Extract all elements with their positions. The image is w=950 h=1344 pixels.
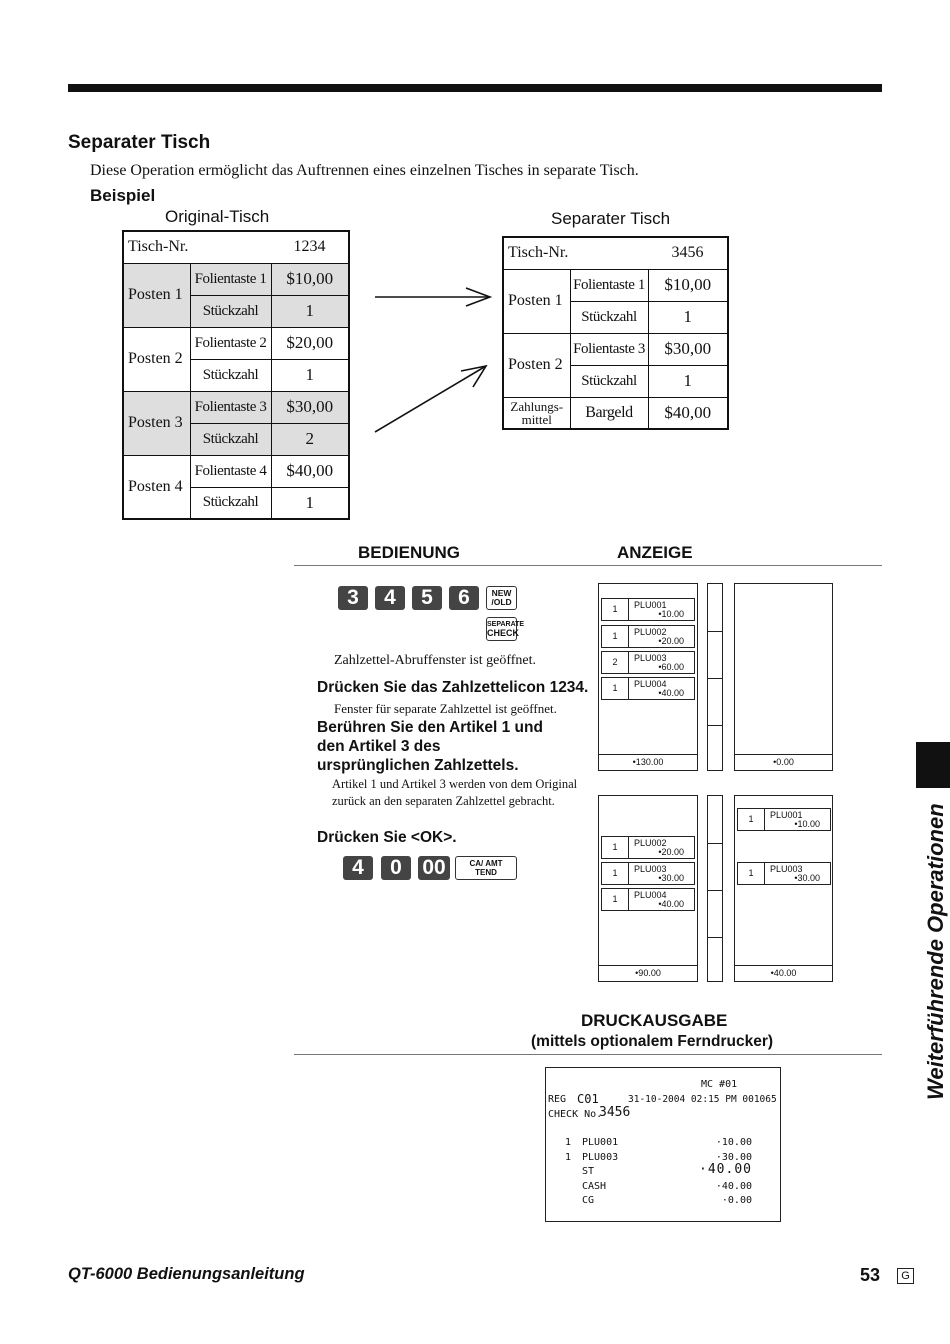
item-qty: 2 bbox=[602, 652, 629, 673]
item-qty: 1 bbox=[602, 678, 629, 699]
note-window-open: Zahlzettel-Abruffenster ist geöffnet. bbox=[334, 653, 537, 668]
item-name: PLU003 bbox=[634, 864, 667, 874]
receipt-line-name: PLU001 bbox=[582, 1137, 619, 1148]
item-price: •40.00 bbox=[658, 688, 684, 698]
step-touch-line2: den Artikel 3 des bbox=[317, 738, 441, 755]
payment-label-line2: mittel bbox=[521, 411, 552, 427]
receipt-datetime: 31-10-2004 02:15 PM 001065 bbox=[628, 1094, 777, 1105]
item-qty: 1 bbox=[648, 365, 728, 397]
key-new-old bbox=[486, 586, 517, 610]
note-items-moved bbox=[332, 776, 577, 810]
display1-right-total: •0.00 bbox=[735, 754, 832, 770]
list-item bbox=[601, 677, 695, 700]
item-name: PLU001 bbox=[634, 600, 667, 610]
item-price: •40.00 bbox=[658, 899, 684, 909]
receipt bbox=[545, 1067, 781, 1222]
example-label: Beispiel bbox=[90, 186, 156, 205]
item-key: Folientaste 1 bbox=[190, 263, 271, 295]
item-qty: 1 bbox=[738, 809, 765, 830]
payment-label bbox=[503, 397, 570, 429]
operation-rule bbox=[294, 565, 882, 566]
printout-subheading: (mittels optionalem Ferndrucker) bbox=[531, 1033, 774, 1050]
footer-manual-title: QT-6000 Bedienungsanleitung bbox=[68, 1265, 305, 1283]
key-ca-amt-tend bbox=[455, 856, 517, 880]
page-number: 53 bbox=[860, 1265, 881, 1285]
key-5: 5 bbox=[412, 586, 442, 610]
item-key: Folientaste 4 bbox=[190, 455, 271, 487]
list-item bbox=[601, 598, 695, 621]
receipt-reg: REG bbox=[548, 1094, 567, 1105]
receipt-st-amount: ·40.00 bbox=[699, 1162, 752, 1177]
key-3: 3 bbox=[338, 586, 368, 610]
receipt-cg-label: CG bbox=[582, 1195, 595, 1206]
display2-left-total: •90.00 bbox=[599, 965, 697, 981]
display1-left-total: •130.00 bbox=[599, 754, 697, 770]
payment-label-line1: Zahlungs- bbox=[510, 398, 564, 414]
receipt-mc: MC #01 bbox=[701, 1079, 738, 1090]
receipt-line-amount: ·30.00 bbox=[715, 1152, 752, 1163]
section-title: Separater Tisch bbox=[68, 132, 211, 153]
step-touch-items bbox=[317, 718, 543, 775]
key-4: 4 bbox=[375, 586, 405, 610]
key-separate-check bbox=[486, 617, 525, 641]
receipt-cash-amount: ·40.00 bbox=[715, 1181, 752, 1192]
item-key: Folientaste 3 bbox=[190, 391, 271, 423]
display1-left-panel bbox=[598, 583, 698, 771]
item-price: $40,00 bbox=[271, 455, 349, 487]
arrow-line-2 bbox=[375, 366, 486, 432]
key-new-old-line2: /OLD bbox=[491, 597, 512, 607]
item-price: •30.00 bbox=[658, 873, 684, 883]
item-label: Posten 2 bbox=[123, 327, 190, 391]
receipt-cash-label: CASH bbox=[582, 1181, 607, 1192]
item-qty-label: Stückzahl bbox=[190, 359, 271, 391]
key-new-old-line1: NEW bbox=[491, 588, 512, 598]
payment-method: Bargeld bbox=[570, 397, 648, 429]
table-no-value: 1234 bbox=[271, 231, 349, 263]
step-press-icon: Drücken Sie das Zahlzettelicon 1234. bbox=[317, 679, 589, 696]
item-qty: 1 bbox=[738, 863, 765, 884]
display2-right-panel bbox=[734, 795, 833, 982]
item-price: •20.00 bbox=[658, 636, 684, 646]
side-tab-text: Weiterführende Operationen bbox=[923, 803, 948, 1100]
display-heading: ANZEIGE bbox=[617, 543, 693, 562]
item-name: PLU001 bbox=[770, 810, 803, 820]
receipt-line-name: PLU003 bbox=[582, 1152, 619, 1163]
note-items-line1: Artikel 1 und Artikel 3 werden von dem Original bbox=[332, 777, 578, 791]
display2-right-total: •40.00 bbox=[735, 965, 832, 981]
item-price: •60.00 bbox=[658, 662, 684, 672]
receipt-clerk: C01 bbox=[577, 1092, 599, 1106]
display1-right-panel bbox=[734, 583, 833, 771]
step-touch-line1: Berühren Sie den Artikel 1 und bbox=[317, 719, 543, 736]
operation-heading: BEDIENUNG bbox=[358, 543, 461, 562]
item-qty: 1 bbox=[648, 301, 728, 333]
item-key: Folientaste 3 bbox=[570, 333, 648, 365]
list-item bbox=[601, 836, 695, 859]
item-qty: 2 bbox=[271, 423, 349, 455]
language-badge: G bbox=[897, 1268, 914, 1284]
receipt-line-amount: ·10.00 bbox=[715, 1137, 752, 1148]
item-name: PLU004 bbox=[634, 890, 667, 900]
list-item bbox=[601, 625, 695, 648]
item-name: PLU003 bbox=[634, 653, 667, 663]
item-qty: 1 bbox=[602, 889, 629, 910]
item-qty: 1 bbox=[602, 626, 629, 647]
item-price: $10,00 bbox=[648, 269, 728, 301]
item-price: $10,00 bbox=[271, 263, 349, 295]
receipt-line-qty: 1 bbox=[565, 1137, 572, 1148]
item-qty-label: Stückzahl bbox=[190, 423, 271, 455]
key-0: 0 bbox=[381, 856, 411, 880]
item-price: $30,00 bbox=[271, 391, 349, 423]
key-separate-line2: CHECK bbox=[487, 628, 520, 638]
table-no-label: Tisch-Nr. bbox=[503, 237, 648, 269]
key-4: 4 bbox=[343, 856, 373, 880]
separate-table-title: Separater Tisch bbox=[551, 209, 671, 228]
receipt-line-qty: 1 bbox=[565, 1152, 572, 1163]
item-qty: 1 bbox=[271, 359, 349, 391]
original-table-title: Original-Tisch bbox=[165, 207, 270, 226]
original-table bbox=[122, 230, 350, 520]
note-items-line2: zurück an den separaten Zahlzettel gebracht. bbox=[332, 794, 555, 808]
key-separate-line1: SEPARATE bbox=[487, 621, 525, 628]
table-no-label: Tisch-Nr. bbox=[123, 231, 271, 263]
item-name: PLU004 bbox=[634, 679, 667, 689]
list-item bbox=[601, 862, 695, 885]
arrows-diagram bbox=[370, 270, 500, 440]
payment-amount: $40,00 bbox=[648, 397, 728, 429]
item-label: Posten 1 bbox=[123, 263, 190, 327]
item-qty: 1 bbox=[271, 487, 349, 519]
item-qty: 1 bbox=[271, 295, 349, 327]
receipt-check-label: CHECK No. bbox=[548, 1109, 603, 1120]
key-00: 00 bbox=[418, 856, 450, 880]
item-price: $20,00 bbox=[271, 327, 349, 359]
item-qty: 1 bbox=[602, 863, 629, 884]
step-touch-line3: ursprünglichen Zahlzettels. bbox=[317, 757, 519, 774]
item-name: PLU002 bbox=[634, 838, 667, 848]
item-label: Posten 3 bbox=[123, 391, 190, 455]
list-item bbox=[737, 862, 831, 885]
receipt-check-no: 3456 bbox=[599, 1105, 631, 1120]
top-rule bbox=[68, 84, 882, 92]
printout-rule bbox=[294, 1054, 882, 1055]
side-tab-block bbox=[916, 742, 950, 788]
receipt-cg-amount: ·0.00 bbox=[721, 1195, 752, 1206]
note-separate-window: Fenster für separate Zahlzettel ist geöffnet. bbox=[334, 701, 557, 716]
item-label: Posten 2 bbox=[503, 333, 570, 397]
item-qty-label: Stückzahl bbox=[190, 295, 271, 327]
item-qty-label: Stückzahl bbox=[570, 365, 648, 397]
display2-left-panel bbox=[598, 795, 698, 982]
item-qty: 1 bbox=[602, 837, 629, 858]
item-label: Posten 4 bbox=[123, 455, 190, 519]
printout-heading: DRUCKAUSGABE bbox=[581, 1011, 728, 1030]
item-price: •20.00 bbox=[658, 847, 684, 857]
intro-text: Diese Operation ermöglicht das Auftrennen eines einzelnen Tisches in separate Tisch. bbox=[90, 162, 639, 179]
item-qty-label: Stückzahl bbox=[190, 487, 271, 519]
item-price: •30.00 bbox=[794, 873, 820, 883]
display1-scroll-strip bbox=[707, 583, 723, 771]
key-ca-line2: TEND bbox=[475, 868, 497, 877]
list-item bbox=[601, 651, 695, 674]
key-6: 6 bbox=[449, 586, 479, 610]
step-press-ok: Drücken Sie <OK>. bbox=[317, 829, 457, 846]
table-no-value: 3456 bbox=[648, 237, 728, 269]
item-qty: 1 bbox=[602, 599, 629, 620]
item-key: Folientaste 2 bbox=[190, 327, 271, 359]
item-qty-label: Stückzahl bbox=[570, 301, 648, 333]
item-price: •10.00 bbox=[658, 609, 684, 619]
item-key: Folientaste 1 bbox=[570, 269, 648, 301]
key-ca-line1: CA/ AMT bbox=[469, 859, 503, 868]
receipt-st-label: ST bbox=[582, 1166, 595, 1177]
item-label: Posten 1 bbox=[503, 269, 570, 333]
item-name: PLU002 bbox=[634, 627, 667, 637]
list-item bbox=[601, 888, 695, 911]
item-price: $30,00 bbox=[648, 333, 728, 365]
item-name: PLU003 bbox=[770, 864, 803, 874]
list-item bbox=[737, 808, 831, 831]
separate-table bbox=[502, 236, 729, 430]
display2-scroll-strip bbox=[707, 795, 723, 982]
item-price: •10.00 bbox=[794, 819, 820, 829]
